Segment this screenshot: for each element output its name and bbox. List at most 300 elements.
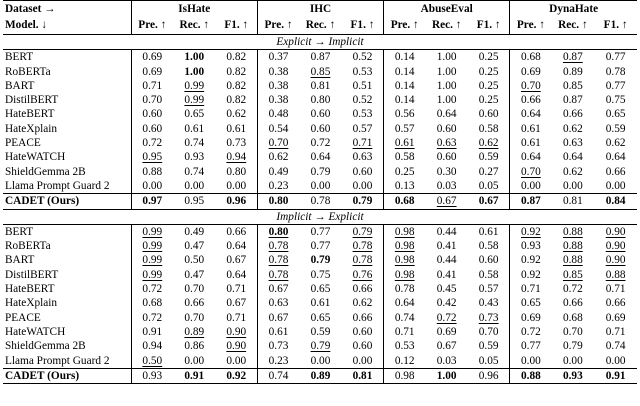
metric-value: 0.62 (478, 137, 499, 150)
metric-value: 0.66 (226, 225, 247, 238)
metric-value: 0.66 (520, 94, 541, 107)
metric-cell (342, 282, 384, 296)
metric-value: 0.44 (436, 254, 457, 267)
metric-header: Rec. ↑ (431, 19, 462, 31)
metric-value: 0.57 (394, 122, 415, 135)
metric-value: 0.66 (605, 165, 626, 178)
metric-value: 0.00 (142, 179, 163, 192)
metric-cell (510, 150, 552, 164)
metric-value: 0.91 (605, 369, 626, 382)
metric-cell (257, 311, 299, 325)
metric-cell (425, 194, 468, 209)
metric-value: 0.57 (352, 122, 373, 135)
metric-cell (131, 339, 173, 353)
metric-value: 0.00 (226, 354, 247, 367)
metric-value: 0.72 (142, 137, 163, 150)
metric-cell (551, 339, 594, 353)
metric-value: 0.61 (478, 225, 499, 238)
metric-cell (425, 179, 468, 194)
metric-cell (173, 165, 216, 179)
model-name: HateBERT (5, 108, 55, 121)
metric-value: 0.25 (478, 65, 499, 78)
metric-value: 0.88 (520, 369, 541, 382)
metric-value: 0.80 (310, 94, 331, 107)
metric-cell (257, 107, 299, 121)
metric-value: 0.74 (605, 340, 626, 353)
metric-value: 0.98 (394, 225, 415, 238)
table-row (3, 282, 637, 296)
metric-value: 0.67 (268, 311, 289, 324)
metric-cell (510, 50, 552, 65)
metric-cell (551, 150, 594, 164)
metric-cell (594, 339, 637, 353)
metric-cell (173, 179, 216, 194)
metric-cell (384, 150, 426, 164)
metric-cell (216, 282, 258, 296)
metric-value: 0.61 (310, 297, 331, 310)
metric-cell (216, 239, 258, 253)
metric-value: 0.64 (310, 151, 331, 164)
metric-cell (425, 79, 468, 93)
metric-value: 0.78 (605, 65, 626, 78)
metric-value: 0.25 (478, 51, 499, 64)
metric-cell (468, 136, 510, 150)
metric-value: 0.38 (268, 65, 289, 78)
metric-cell (257, 296, 299, 310)
metric-cell (468, 93, 510, 107)
results-body (3, 35, 637, 384)
metric-cell (299, 268, 342, 282)
metric-value: 0.98 (394, 254, 415, 267)
model-name: BART (5, 79, 35, 92)
table-row (3, 179, 637, 194)
metric-cell (299, 253, 342, 267)
metric-cell (551, 50, 594, 65)
header-row-metrics (3, 17, 637, 35)
metric-value: 0.70 (478, 325, 499, 338)
metric-cell (216, 79, 258, 93)
metric-cell (425, 311, 468, 325)
metric-value: 0.86 (184, 340, 205, 353)
metric-value: 0.99 (184, 79, 205, 92)
metric-cell (131, 296, 173, 310)
metric-cell (425, 93, 468, 107)
model-name: BERT (3, 50, 131, 65)
metric-cell (216, 65, 258, 79)
metric-value: 0.05 (478, 354, 499, 367)
metric-cell (173, 50, 216, 65)
metric-value: 0.67 (226, 254, 247, 267)
metric-cell (131, 354, 173, 369)
metric-cell (384, 253, 426, 267)
metric-value: 0.79 (310, 254, 331, 267)
metric-value: 0.79 (352, 195, 373, 208)
metric-cell (216, 268, 258, 282)
metric-value: 0.59 (478, 340, 499, 353)
metric-cell (468, 224, 510, 239)
section-header-row (3, 35, 637, 50)
metric-value: 0.72 (142, 283, 163, 296)
metric-cell (594, 107, 637, 121)
metric-value: 0.81 (562, 195, 583, 208)
metric-value: 0.58 (478, 240, 499, 253)
metric-header: Pre. ↑ (131, 17, 173, 35)
metric-value: 0.98 (394, 268, 415, 281)
metric-cell (468, 339, 510, 353)
metric-value: 0.13 (394, 179, 415, 192)
metric-cell (510, 194, 552, 209)
metric-cell (342, 368, 384, 383)
metric-value: 0.71 (352, 137, 373, 150)
table-row (3, 325, 637, 339)
metric-cell (551, 165, 594, 179)
metric-cell (216, 179, 258, 194)
metric-value: 0.89 (310, 369, 331, 382)
metric-cell (468, 253, 510, 267)
metric-cell (216, 150, 258, 164)
metric-value: 0.62 (226, 108, 247, 121)
metric-value: 0.79 (310, 340, 331, 353)
metric-value: 0.98 (394, 240, 415, 253)
metric-cell (299, 122, 342, 136)
metric-cell (257, 165, 299, 179)
metric-cell (257, 194, 299, 209)
metric-value: 0.77 (605, 79, 626, 92)
metric-value: 0.66 (605, 297, 626, 310)
metric-value: 0.67 (436, 340, 457, 353)
metric-header: Pre. ↑ (257, 17, 299, 35)
metric-cell (384, 65, 426, 79)
metric-cell (131, 239, 173, 253)
metric-cell (257, 136, 299, 150)
metric-value: 0.60 (478, 108, 499, 121)
model-name: BART (5, 254, 35, 267)
table-row (3, 368, 637, 383)
metric-value: 0.71 (605, 283, 626, 296)
metric-cell (131, 224, 173, 239)
metric-value: 0.61 (226, 122, 247, 135)
metric-value: 0.77 (310, 240, 331, 253)
model-name: PEACE (5, 311, 41, 324)
metric-value: 0.89 (562, 65, 583, 78)
metric-value: 0.87 (310, 51, 331, 64)
metric-value: 0.60 (352, 165, 373, 178)
table-row (3, 311, 637, 325)
metric-cell (510, 282, 552, 296)
metric-value: 0.63 (352, 151, 373, 164)
metric-cell (257, 239, 299, 253)
metric-cell (384, 93, 426, 107)
metric-cell (299, 150, 342, 164)
metric-cell (173, 311, 216, 325)
metric-value: 0.85 (562, 79, 583, 92)
metric-cell (594, 253, 637, 267)
metric-value: 0.65 (310, 283, 331, 296)
metric-value: 0.59 (478, 151, 499, 164)
metric-value: 0.65 (605, 108, 626, 121)
metric-cell (468, 107, 510, 121)
metric-cell (594, 354, 637, 369)
metric-value: 0.99 (142, 254, 163, 267)
metric-cell (299, 194, 342, 209)
metric-cell (173, 282, 216, 296)
metric-cell (425, 136, 468, 150)
metric-cell (257, 50, 299, 65)
metric-cell (216, 224, 258, 239)
metric-cell (510, 311, 552, 325)
metric-value: 0.96 (478, 369, 499, 382)
metric-cell (342, 165, 384, 179)
metric-cell (425, 122, 468, 136)
metric-cell (299, 311, 342, 325)
metric-header: Rec. ↑ (558, 19, 588, 31)
metric-value: 0.60 (142, 122, 163, 135)
metric-value: 0.70 (520, 165, 541, 178)
metric-value: 0.80 (226, 165, 247, 178)
metric-cell (257, 224, 299, 239)
metric-value: 0.25 (478, 79, 499, 92)
metric-cell (131, 368, 173, 383)
metric-cell (299, 107, 342, 121)
metric-value: 0.85 (310, 65, 331, 78)
metric-value: 0.84 (605, 195, 626, 208)
metric-value: 0.77 (605, 51, 626, 64)
metric-value: 0.64 (562, 151, 583, 164)
metric-value: 0.61 (184, 122, 205, 135)
metric-cell (342, 179, 384, 194)
metric-value: 0.75 (310, 268, 331, 281)
metric-value: 0.62 (562, 122, 583, 135)
metric-value: 0.78 (268, 268, 289, 281)
metric-value: 0.69 (520, 65, 541, 78)
metric-value: 0.76 (352, 268, 373, 281)
metric-cell (594, 239, 637, 253)
metric-value: 0.53 (352, 65, 373, 78)
dataset-name-ihc: IHC (257, 1, 383, 18)
metric-cell (216, 122, 258, 136)
metric-cell (468, 268, 510, 282)
metric-value: 0.56 (394, 108, 415, 121)
metric-value: 0.25 (394, 165, 415, 178)
table-row (3, 239, 637, 253)
metric-value: 0.23 (268, 179, 289, 192)
metric-value: 0.82 (226, 94, 247, 107)
model-name: RoBERTa (5, 240, 51, 253)
metric-cell (510, 93, 552, 107)
metric-value: 0.67 (436, 195, 457, 208)
metric-cell (342, 150, 384, 164)
metric-cell (257, 122, 299, 136)
model-name: CADET (Ours) (3, 194, 131, 209)
metric-cell (468, 368, 510, 383)
metric-cell (425, 268, 468, 282)
metric-cell (594, 65, 637, 79)
metric-header: F1. ↑ (350, 19, 375, 31)
metric-cell (342, 107, 384, 121)
metric-value: 0.71 (520, 283, 541, 296)
metric-cell (131, 268, 173, 282)
table-row (3, 224, 637, 239)
metric-cell (510, 136, 552, 150)
metric-cell (510, 122, 552, 136)
metric-cell (594, 194, 637, 209)
metric-value: 0.82 (226, 79, 247, 92)
metric-value: 1.00 (184, 65, 205, 78)
metric-value: 0.90 (605, 254, 626, 267)
metric-cell (299, 179, 342, 194)
metric-value: 0.70 (142, 94, 163, 107)
metric-value: 0.57 (478, 283, 499, 296)
metric-header: Rec. ↑ (305, 19, 336, 31)
metric-value: 0.81 (352, 369, 373, 382)
metric-header: Rec. ↑ (179, 19, 210, 31)
metric-value: 0.87 (562, 51, 583, 64)
metric-value: 0.48 (268, 108, 289, 121)
metric-cell (257, 339, 299, 353)
metric-cell (342, 339, 384, 353)
metric-value: 0.99 (184, 94, 205, 107)
metric-cell (551, 136, 594, 150)
metric-value: 0.88 (562, 225, 583, 238)
metric-cell (510, 368, 552, 383)
metric-value: 0.00 (520, 354, 541, 367)
metric-value: 0.69 (436, 325, 457, 338)
metric-cell (257, 282, 299, 296)
metric-value: 0.97 (142, 195, 163, 208)
table-row (3, 268, 637, 282)
metric-cell (173, 296, 216, 310)
metric-cell (510, 253, 552, 267)
metric-value: 0.79 (562, 340, 583, 353)
metric-cell (425, 339, 468, 353)
metric-value: 0.99 (142, 240, 163, 253)
metric-value: 0.90 (226, 340, 247, 353)
metric-cell (468, 65, 510, 79)
metric-cell (131, 93, 173, 107)
metric-cell (173, 79, 216, 93)
metric-cell (173, 368, 216, 383)
metric-cell (216, 136, 258, 150)
metric-value: 0.47 (184, 268, 205, 281)
metric-cell (468, 194, 510, 209)
metric-value: 0.61 (268, 325, 289, 338)
metric-value: 0.49 (184, 225, 205, 238)
metric-cell (299, 339, 342, 353)
metric-cell (299, 325, 342, 339)
metric-value: 0.96 (226, 195, 247, 208)
metric-cell (299, 368, 342, 383)
metric-value: 0.93 (184, 151, 205, 164)
metric-cell (173, 239, 216, 253)
table-row (3, 79, 637, 93)
model-header-label: Model. ↓ (5, 19, 48, 31)
metric-value: 0.71 (605, 325, 626, 338)
metric-value: 0.68 (562, 311, 583, 324)
metric-value: 0.00 (520, 179, 541, 192)
metric-value: 0.95 (142, 151, 163, 164)
metric-value: 0.99 (142, 225, 163, 238)
metric-cell (131, 311, 173, 325)
metric-value: 0.72 (520, 325, 541, 338)
metric-value: 0.41 (436, 240, 457, 253)
metric-cell (468, 50, 510, 65)
metric-value: 0.77 (520, 340, 541, 353)
metric-value: 0.67 (226, 297, 247, 310)
section-title: Explicit → Implicit (3, 35, 637, 50)
table-row (3, 354, 637, 369)
metric-value: 0.88 (142, 165, 163, 178)
metric-value: 0.58 (478, 268, 499, 281)
metric-cell (425, 165, 468, 179)
metric-cell (551, 122, 594, 136)
metric-value: 0.70 (268, 137, 289, 150)
metric-value: 0.64 (436, 108, 457, 121)
metric-cell (299, 65, 342, 79)
metric-cell (510, 354, 552, 369)
metric-cell (384, 107, 426, 121)
metric-value: 0.23 (268, 354, 289, 367)
metric-header: F1. ↑ (224, 19, 249, 31)
metric-value: 0.41 (436, 268, 457, 281)
metric-cell (594, 224, 637, 239)
metric-cell (510, 79, 552, 93)
metric-cell (384, 136, 426, 150)
metric-cell (173, 122, 216, 136)
metric-cell (257, 354, 299, 369)
metric-value: 0.03 (436, 354, 457, 367)
metric-cell (384, 325, 426, 339)
metric-cell (551, 368, 594, 383)
metric-cell (131, 325, 173, 339)
metric-value: 0.92 (226, 369, 247, 382)
metric-cell (594, 150, 637, 164)
metric-value: 0.14 (394, 94, 415, 107)
metric-value: 0.87 (562, 94, 583, 107)
metric-cell (299, 296, 342, 310)
metric-cell (342, 296, 384, 310)
metric-cell (594, 179, 637, 194)
metric-cell (594, 79, 637, 93)
metric-value: 0.00 (562, 354, 583, 367)
metric-cell (384, 122, 426, 136)
metric-cell (551, 93, 594, 107)
metric-cell (510, 107, 552, 121)
metric-cell (384, 268, 426, 282)
metric-value: 0.00 (184, 354, 205, 367)
metric-cell (425, 354, 468, 369)
metric-cell (510, 224, 552, 239)
metric-value: 0.50 (184, 254, 205, 267)
metric-value: 0.58 (478, 122, 499, 135)
metric-cell (131, 282, 173, 296)
metric-cell (131, 179, 173, 194)
metric-cell (384, 224, 426, 239)
metric-cell (468, 239, 510, 253)
metric-value: 0.49 (268, 165, 289, 178)
metric-cell (342, 136, 384, 150)
metric-value: 0.82 (226, 51, 247, 64)
metric-value: 0.64 (394, 297, 415, 310)
table-row (3, 253, 637, 267)
metric-cell (173, 339, 216, 353)
metric-value: 0.03 (436, 179, 457, 192)
metric-cell (594, 311, 637, 325)
metric-cell (131, 194, 173, 209)
metric-value: 0.00 (226, 179, 247, 192)
metric-value: 0.95 (184, 195, 205, 208)
metric-value: 0.60 (310, 108, 331, 121)
metric-cell (551, 224, 594, 239)
